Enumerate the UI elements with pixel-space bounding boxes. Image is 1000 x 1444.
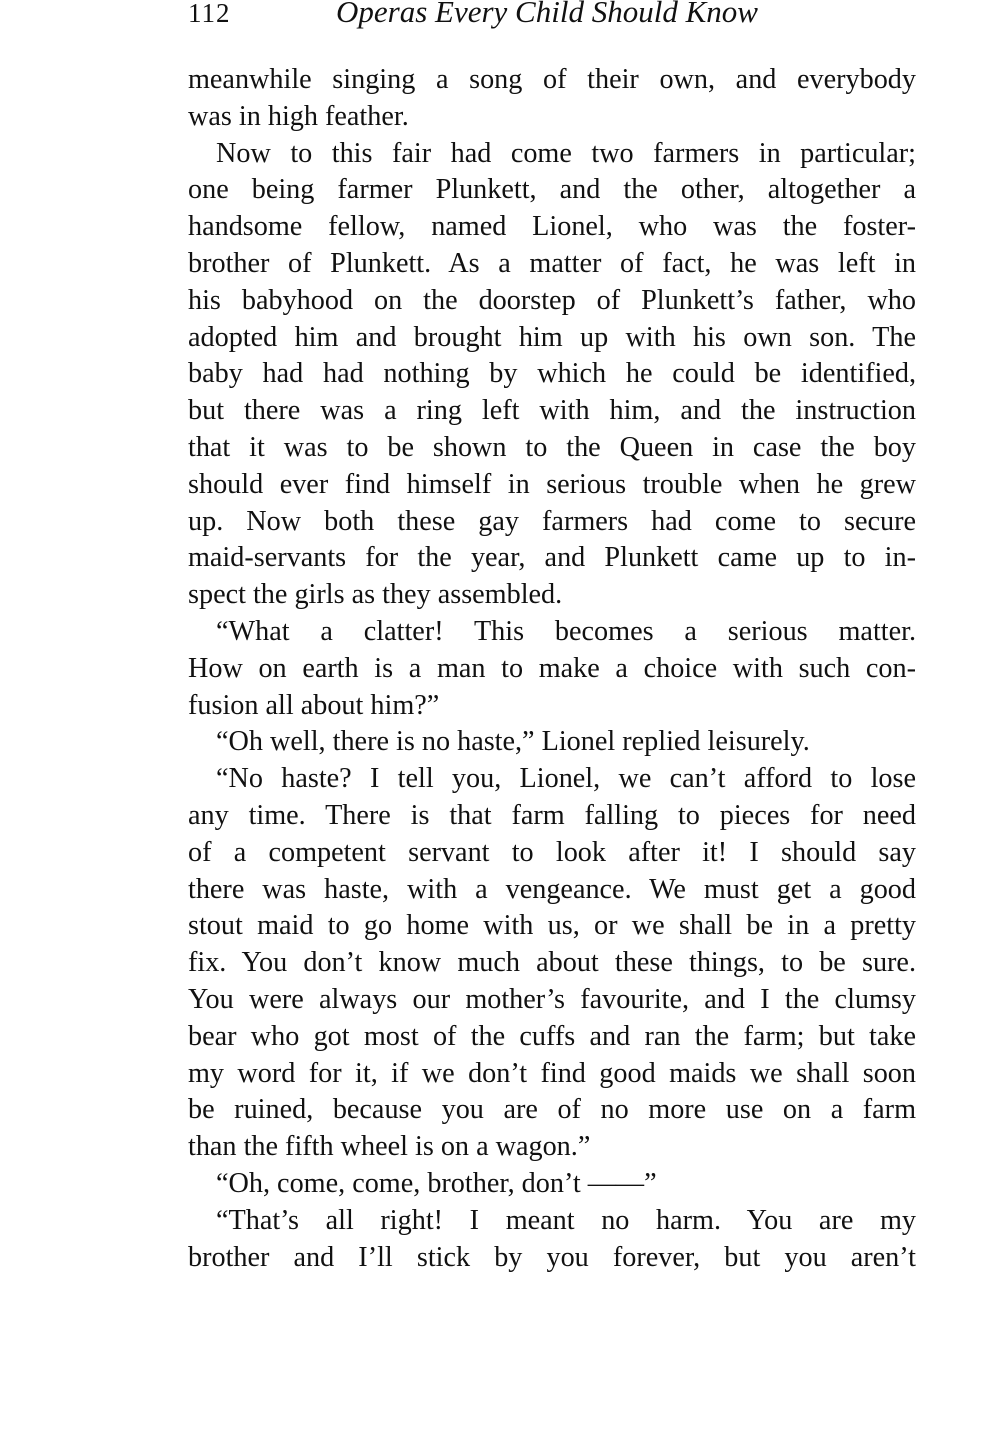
paragraph <box>188 62 916 136</box>
text-line: You were always our mother’s favourite, and I the clumsy <box>188 983 916 1015</box>
page-header <box>188 0 928 40</box>
page-number: 112 <box>188 0 231 28</box>
text-line: “That’s all right! I meant no harm. You are my <box>216 1204 916 1236</box>
text-line: of a competent servant to look after it! I should say <box>188 836 916 868</box>
text-line: his babyhood on the doorstep of Plunkett’s father, who <box>188 284 916 316</box>
running-title: Operas Every Child Should Know <box>336 0 758 29</box>
text-line: bear who got most of the cuffs and ran the farm; but take <box>188 1020 916 1052</box>
text-line: there was haste, with a vengeance. We must get a good <box>188 873 916 905</box>
text-line: meanwhile singing a song of their own, and everybody <box>188 64 916 95</box>
text-line: Now to this fair had come two farmers in particular; <box>216 137 916 169</box>
text-line: How on earth is a man to make a choice with such con- <box>188 652 916 684</box>
text-line: was in high feather. <box>188 100 409 132</box>
text-line: any time. There is that farm falling to pieces for need <box>188 799 916 831</box>
body-text <box>188 62 916 1276</box>
text-line: “No haste? I tell you, Lionel, we can’t afford to lose <box>216 763 916 795</box>
text-line: but there was a ring left with him, and the instruction <box>188 395 916 427</box>
text-line: brother of Plunkett. As a matter of fact, he was left in <box>188 247 916 279</box>
text-line: “Oh well, there is no haste,” Lionel replied leisurely. <box>216 726 810 758</box>
text-line: up. Now both these gay farmers had come to secure <box>188 505 916 537</box>
text-line: spect the girls as they assembled. <box>188 579 563 611</box>
text-line: that it was to be shown to the Queen in case the boy <box>188 431 916 463</box>
text-line: fusion all about him?” <box>188 689 440 721</box>
paragraph <box>188 1166 916 1203</box>
text-line: should ever find himself in serious trouble when he grew <box>188 468 916 500</box>
text-line: “Oh, come, come, brother, don’t ——” <box>216 1167 657 1199</box>
paragraph <box>188 136 916 614</box>
text-line: than the fifth wheel is on a wagon.” <box>188 1131 591 1163</box>
paragraph <box>188 761 916 1166</box>
text-line: be ruined, because you are of no more use on a farm <box>188 1094 916 1126</box>
text-line: stout maid to go home with us, or we shall be in a pretty <box>188 910 916 942</box>
paragraph <box>188 614 916 724</box>
text-line: one being farmer Plunkett, and the other, altogether a <box>188 174 916 206</box>
text-line: baby had had nothing by which he could be identified, <box>188 358 916 390</box>
text-line: “What a clatter! This becomes a serious matter. <box>216 615 916 647</box>
text-line: fix. You don’t know much about these things, to be sure. <box>188 947 916 979</box>
text-line: maid-servants for the year, and Plunkett came up to in- <box>188 542 916 574</box>
text-line: my word for it, if we don’t find good maids we shall soon <box>188 1057 916 1089</box>
paragraph <box>188 724 916 761</box>
text-line: adopted him and brought him up with his own son. The <box>188 321 916 353</box>
text-line: handsome fellow, named Lionel, who was the foster- <box>188 211 916 243</box>
text-line: brother and I’ll stick by you forever, but you aren’t <box>188 1241 916 1273</box>
paragraph <box>188 1203 916 1277</box>
